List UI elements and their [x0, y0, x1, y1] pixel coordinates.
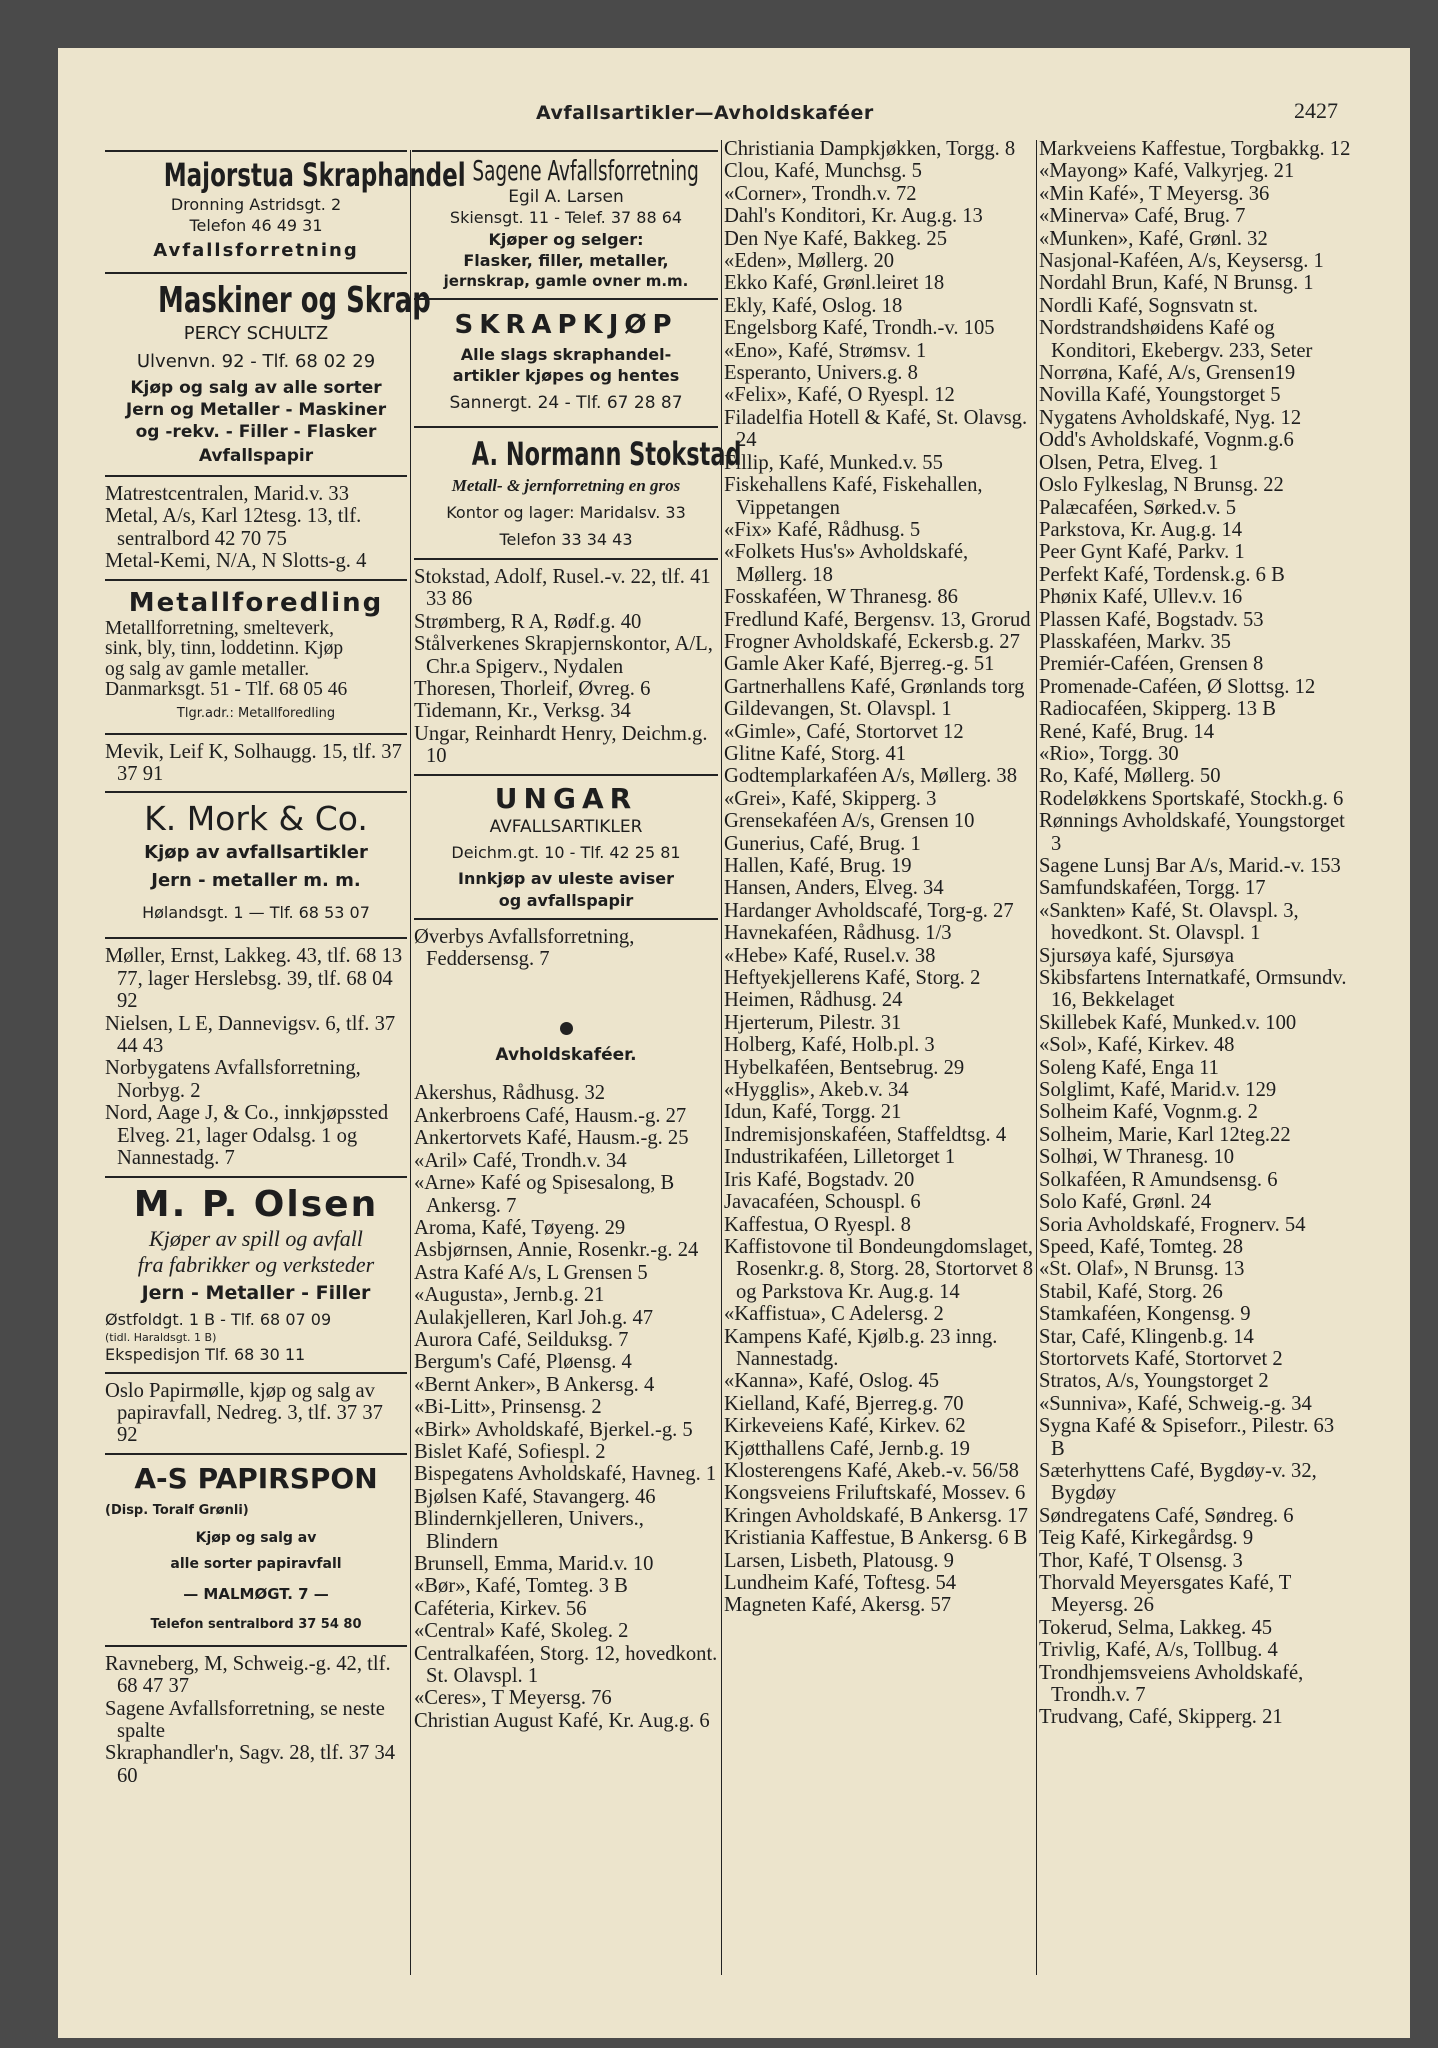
listing-entry: Solo Kafé, Grønl. 24: [1039, 1191, 1212, 1214]
listing-entry: «Ceres», T Meyersg. 76: [414, 1687, 612, 1710]
listing-entry: «Bi-Litt», Prinsensg. 2: [414, 1396, 602, 1419]
ad-name: A. Normann Stokstad: [471, 435, 742, 473]
listing-entry: Kringen Avholdskafé, B Ankersg. 17: [724, 1504, 1028, 1527]
ad-m-p-olsen: [105, 1184, 407, 1366]
listing-entry: Aurora Café, Seilduksg. 7: [414, 1328, 629, 1351]
section-heading: Avholdskaféer.: [495, 1045, 637, 1066]
listing-entry: Norrøna, Kafé, A/s, Grensen19: [1039, 362, 1296, 385]
listing-entry: Fosskaféen, W Thranesg. 86: [724, 586, 958, 609]
separator: [105, 1645, 407, 1647]
listing-entry: Holberg, Kafé, Holb.pl. 3: [724, 1034, 935, 1057]
ad-line: Jern - Metaller - Filler: [141, 1281, 371, 1304]
listing-entry: Hansen, Anders, Elveg. 34: [724, 877, 944, 900]
listing-entry: «Hygglis», Akeb.v. 34: [724, 1079, 909, 1102]
listing-entry: Gildevangen, St. Olavspl. 1: [724, 698, 952, 721]
listing-entry: «Grei», Kafé, Skipperg. 3: [724, 787, 937, 810]
listing-entry: Brunsell, Emma, Marid.v. 10: [414, 1553, 654, 1575]
ad-name: Maskiner og Skrap: [158, 280, 431, 321]
ad-line: Kjøp av avfallsartikler: [144, 842, 368, 864]
listing-entry: Kjøtthallens Café, Jernb.g. 19: [724, 1437, 970, 1460]
listing-entry: Skibsfartens Internatkafé, Ormsundv. 16, Bekkelaget: [1039, 967, 1347, 1012]
listing-group: [105, 945, 407, 1169]
ad-name: Sagene Avfallsforretning: [472, 154, 699, 187]
listing-entry: Skillebek Kafé, Munked.v. 100: [1039, 1011, 1297, 1034]
listing-entry: Blindernkjelleren, Univers., Blindern: [414, 1508, 644, 1553]
listing-entry: «Eno», Kafé, Strømsv. 1: [724, 339, 927, 362]
listing-entry: Plasskaféen, Markv. 35: [1039, 630, 1231, 653]
ad-line: artikler kjøpes og hentes: [452, 366, 680, 385]
ad-line: Innkjøp av uleste aviser: [458, 868, 674, 888]
ad-address: Ulvenvn. 92 - Tlf. 68 02 29: [136, 351, 376, 372]
separator: [105, 1453, 407, 1455]
listing-entry: Stratos, A/s, Youngstorget 2: [1039, 1370, 1269, 1393]
listing-entry: Ankertorvets Kafé, Hausm.-g. 25: [414, 1127, 689, 1150]
listing-entry: «Minerva» Café, Brug. 7: [1039, 205, 1246, 228]
listing-entry: Metal, A/s, Karl 12tesg. 13, tlf. sentralbord 42 70 75: [105, 505, 362, 550]
listing-entry: «Sankten» Kafé, St. Olavspl. 3, hovedkont. St. Olavspl. 1: [1039, 899, 1299, 945]
column-2: [414, 152, 742, 1732]
listing-entry: Asbjørnsen, Annie, Rosenkr.-g. 24: [414, 1239, 699, 1262]
ad-line: jernskrap, gamle ovner m.m.: [443, 272, 689, 290]
ad-line: Danmarksgt. 51 - Tlf. 68 05 46: [105, 679, 348, 701]
listing-entry: Gunerius, Café, Brug. 1: [724, 832, 921, 855]
listing-entry: Soleng Kafé, Enga 11: [1039, 1056, 1219, 1079]
listing-entry: «Birk» Avholdskafé, Bjerkel.-g. 5: [414, 1418, 693, 1441]
listing-entry: Strømberg, R A, Rødf.g. 40: [414, 610, 642, 633]
listing-entry: «Bør», Kafé, Tomteg. 3 B: [414, 1575, 628, 1598]
listing-entry: «Arne» Kafé og Spisesalong, B Ankersg. 7: [414, 1172, 675, 1217]
listing-entry: Mevik, Leif K, Solhaugg. 15, tlf. 37 37 91: [105, 740, 402, 786]
ad-line: Kjøp og salg av alle sorter: [130, 378, 382, 398]
listing-entry: Grensekaféen A/s, Grensen 10: [724, 810, 975, 833]
listing-entry: Aulakjelleren, Karl Joh.g. 47: [414, 1306, 654, 1329]
listing-entry: Kaffestua, O Ryespl. 8: [724, 1213, 911, 1236]
ad-majorstua-skraphandel: [105, 152, 466, 266]
listing-entry: Centralkaféen, Storg. 12, hovedkont. St. Olavspl. 1: [414, 1642, 718, 1688]
listing-entry: Hybelkaféen, Bentsebrug. 29: [724, 1056, 965, 1079]
ad-name: Metallforedling: [128, 587, 384, 618]
listing-entry: Nordli Kafé, Sognsvatn st.: [1039, 294, 1259, 317]
listing-entry: Fillip, Kafé, Munked.v. 55: [724, 451, 943, 474]
listing-entry: Kampens Kafé, Kjølb.g. 23 inng. Nannestadg.: [724, 1325, 998, 1370]
ad-line: Telefon sentralbord 37 54 80: [150, 1616, 362, 1632]
listing-entry: Akershus, Rådhusg. 32: [414, 1082, 606, 1105]
listing-entry: Bjølsen Kafé, Stavangerg. 46: [414, 1485, 656, 1508]
listing-entry: «St. Olaf», N Brunsg. 13: [1039, 1258, 1245, 1281]
listing-entry: «Aril» Café, Trondh.v. 34: [414, 1149, 627, 1172]
separator: [105, 733, 407, 735]
listing-entry: Clou, Kafé, Munchsg. 5: [724, 160, 922, 183]
listing-group: [414, 566, 718, 768]
listing-entry: Nygatens Avholdskafé, Nyg. 12: [1039, 406, 1302, 429]
listing-entry: Stamkaféen, Kongensg. 9: [1039, 1303, 1251, 1326]
listing-entry: «Sunniva», Kafé, Schweig.-g. 34: [1039, 1392, 1312, 1415]
ad-line: alle sorter papiravfall: [170, 1555, 342, 1572]
listing-entry: Markveiens Kaffestue, Torgbakkg. 12: [1039, 138, 1351, 160]
column-1: [105, 152, 466, 1787]
listing-entry: Klosterengens Kafé, Akeb.-v. 56/58: [724, 1459, 1019, 1482]
ad-line: Kontor og lager: Maridalsv. 33: [446, 503, 686, 522]
listing-entry: Metal-Kemi, N/A, N Slotts-g. 4: [105, 550, 367, 573]
ad-line: Tlgr.adr.: Metallforedling: [176, 705, 336, 721]
listing-group: [414, 1082, 718, 1732]
ad-line: Kjøper av spill og avfall: [149, 1225, 363, 1251]
column-3: [724, 138, 1034, 1617]
listing-entry: Oslo Papirmølle, kjøp og salg av papiravfall, Nedreg. 3, tlf. 37 37 92: [105, 1379, 383, 1447]
ad-name: A-S PAPIRSPON: [134, 1461, 378, 1495]
listing-entry: Heimen, Rådhusg. 24: [724, 989, 903, 1012]
separator: [105, 475, 407, 477]
ad-ungar: [414, 782, 718, 912]
ad-line: Ekspedisjon Tlf. 68 30 11: [105, 1344, 306, 1364]
listing-entry: Teig Kafé, Kirkegårdsg. 9: [1039, 1527, 1254, 1550]
listing-entry: Ro, Kafé, Møllerg. 50: [1039, 765, 1221, 788]
listing-entry: Nordstrandshøidens Kafé og Konditori, Ekebergv. 233, Seter: [1039, 317, 1313, 362]
listing-entry: «Min Kafé», T Meyersg. 36: [1039, 182, 1270, 205]
ad-maskiner-og-skrap: [105, 280, 431, 469]
listing-entry: Trudvang, Café, Skipperg. 21: [1039, 1706, 1283, 1729]
listing-entry: «Rio», Torgg. 30: [1039, 742, 1179, 765]
listing-entry: Nielsen, L E, Dannevigsv. 6, tlf. 37 44 43: [105, 1012, 396, 1058]
listing-entry: Esperanto, Univers.g. 8: [724, 362, 918, 385]
ad-line: Avfallspapir: [198, 446, 314, 466]
listing-entry: Kristiania Kaffestue, B Ankersg. 6 B: [724, 1527, 1028, 1550]
listing-entry: Kirkeveiens Kafé, Kirkev. 62: [724, 1415, 966, 1438]
listing-entry: «Eden», Møllerg. 20: [724, 250, 895, 273]
separator: [414, 426, 718, 428]
listing-entry: Idun, Kafé, Torgg. 21: [724, 1101, 902, 1124]
listing-entry: Solkaféen, R Amundsensg. 6: [1039, 1168, 1278, 1191]
ad-metallforedling: [105, 587, 407, 727]
listing-entry: Filadelfia Hotell & Kafé, St. Olavsg. 24: [724, 406, 1028, 452]
ad-name: Majorstua Skraphandel: [163, 156, 466, 194]
separator: [414, 774, 718, 776]
ad-a-normann-stokstad: [414, 434, 742, 552]
listing-entry: Heftyekjellerens Kafé, Storg. 2: [724, 967, 981, 990]
listing-entry: Rodeløkkens Sportskafé, Stockh.g. 6: [1039, 787, 1344, 810]
listing-entry: Sagene Lunsj Bar A/s, Marid.-v. 153: [1039, 855, 1341, 877]
ad-line: Telefon 33 34 43: [499, 530, 633, 549]
listing-entry: «Sol», Kafé, Kirkev. 48: [1039, 1034, 1235, 1057]
listing-entry: «Corner», Trondh.v. 72: [724, 182, 917, 205]
listing-entry: Oslo Fylkeslag, N Brunsg. 22: [1039, 474, 1284, 497]
listing-entry: «Kaffistua», C Adelersg. 2: [724, 1303, 944, 1326]
listing-entry: Odd's Avholdskafé, Vognm.g.6: [1039, 429, 1294, 452]
separator: [105, 791, 407, 793]
listing-entry: Nasjonal-Kaféen, A/s, Keysersg. 1: [1039, 250, 1324, 273]
listing-entry: Javacaféen, Schouspl. 6: [724, 1191, 921, 1214]
section-bullet: [414, 1022, 718, 1040]
listing-entry: Matrestcentralen, Marid.v. 33: [105, 483, 349, 505]
listing-entry: Stabil, Kafé, Storg. 26: [1039, 1280, 1223, 1303]
listing-entry: Star, Café, Klingenb.g. 14: [1039, 1325, 1254, 1348]
column-divider: [410, 150, 411, 1975]
listing-entry: Solheim Kafé, Vognm.g. 2: [1039, 1101, 1258, 1124]
ad-owner: Egil A. Larsen: [508, 187, 624, 207]
column-4: [1039, 138, 1351, 1729]
listing-entry: Rønnings Avholdskafé, Youngstorget 3: [1039, 810, 1345, 855]
listing-entry: Skraphandler'n, Sagv. 28, tlf. 37 34 60: [105, 1742, 396, 1787]
listing-entry: «Kanna», Kafé, Oslog. 45: [724, 1370, 940, 1393]
listing-entry: Trivlig, Kafé, A/s, Tollbug. 4: [1039, 1639, 1278, 1662]
listing-entry: «Folkets Hus's» Avholdskafé, Møllerg. 18: [724, 541, 969, 586]
listing-entry: Thoresen, Thorleif, Øvreg. 6: [414, 678, 651, 701]
listing-entry: Bispegatens Avholdskafé, Havneg. 1: [414, 1463, 717, 1486]
listing-entry: Plassen Kafé, Bogstadv. 53: [1039, 608, 1264, 631]
listing-entry: Caféteria, Kirkev. 56: [414, 1597, 587, 1620]
listing-entry: Møller, Ernst, Lakkeg. 43, tlf. 68 13 77, lager Herslebsg. 39, tlf. 68 04 92: [105, 945, 403, 1013]
listing-entry: René, Kafé, Brug. 14: [1039, 720, 1214, 743]
listing-entry: Olsen, Petra, Elveg. 1: [1039, 451, 1219, 474]
ad-line: og salg av gamle metaller.: [105, 658, 310, 680]
separator: [105, 937, 407, 939]
listing-entry: Novilla Kafé, Youngstorget 5: [1039, 384, 1281, 407]
page-running-title: Avfallsartikler—Avholdskaféer: [536, 102, 874, 124]
listing-entry: Stokstad, Adolf, Rusel.-v. 22, tlf. 41 33 86: [414, 566, 711, 611]
listing-entry: Promenade-Caféen, Ø Slottsg. 12: [1039, 675, 1316, 698]
listing-entry: Bergum's Café, Pløensg. 4: [414, 1351, 632, 1374]
listing-entry: Godtemplarkaféen A/s, Møllerg. 38: [724, 765, 1018, 788]
listing-entry: «Mayong» Kafé, Valkyrjeg. 21: [1039, 160, 1295, 183]
listing-entry: Nord, Aage J, & Co., innkjøpssted Elveg. 21, lager Odalsg. 1 og Nannestadg. 7: [105, 1102, 389, 1170]
listing-entry: Kielland, Kafé, Bjerreg.g. 70: [724, 1392, 964, 1415]
ad-line: Jern - metaller m. m.: [151, 870, 361, 892]
listing-entry: Frogner Avholdskafé, Eckersb.g. 27: [724, 630, 1020, 653]
listing-entry: Magneten Kafé, Akersg. 57: [724, 1594, 952, 1617]
listing-entry: Ravneberg, M, Schweig.-g. 42, tlf. 68 47 37: [105, 1652, 391, 1698]
listing-entry: «Gimle», Café, Stortorvet 12: [724, 720, 964, 743]
ad-line: sink, bly, tinn, loddetinn. Kjøp: [105, 638, 344, 660]
listing-entry: Tokerud, Selma, Lakkeg. 45: [1039, 1616, 1273, 1639]
ad-line: Flasker, filler, metaller,: [463, 251, 669, 270]
separator: [414, 298, 718, 300]
listing-entry: Kongsveiens Friluftskafé, Mossev. 6: [724, 1482, 1026, 1505]
listing-entry: Bislet Kafé, Sofiespl. 2: [414, 1440, 606, 1463]
ad-name: M. P. Olsen: [133, 1183, 379, 1225]
listing-entry: Palæcaféen, Sørked.v. 5: [1039, 496, 1237, 519]
ad-address: Dronning Astridsgt. 2: [170, 195, 342, 214]
separator: [414, 918, 718, 920]
listing-entry: Fredlund Kafé, Bergensv. 13, Grorud: [724, 608, 1031, 631]
listing-entry: Hjerterum, Pilestr. 31: [724, 1011, 902, 1034]
column-divider: [1036, 140, 1037, 1975]
listing-entry: Øverbys Avfallsforretning, Feddersensg. 7: [414, 925, 635, 971]
separator: [105, 1372, 407, 1374]
listing-entry: Hallen, Kafé, Brug. 19: [724, 855, 912, 877]
listing-entry: Gamle Aker Kafé, Bjerreg.-g. 51: [724, 653, 995, 676]
listing-entry: Fiskehallens Kafé, Fiskehallen, Vippetangen: [724, 474, 983, 519]
separator: [105, 1176, 407, 1178]
ad-address: Skiensgt. 11 - Telef. 37 88 64: [449, 208, 683, 227]
ad-skrapkjop: [414, 306, 718, 420]
listing-entry: Thor, Kafé, T Olsensg. 3: [1039, 1549, 1243, 1572]
listing-entry: Glitne Kafé, Storg. 41: [724, 742, 907, 765]
ad-line: og -rekv. - Filler - Flasker: [135, 422, 377, 442]
listing-entry: Tidemann, Kr., Verksg. 34: [414, 700, 631, 723]
listing-entry: Radiocaféen, Skipperg. 13 B: [1039, 698, 1276, 721]
ad-line: Alle slags skraphandel-: [460, 345, 672, 364]
ad-name: SKRAPKJØP: [454, 310, 678, 340]
listing-group: [105, 483, 407, 573]
listing-entry: Sygna Kafé & Spiseforr., Pilestr. 63 B: [1039, 1415, 1335, 1460]
listing-entry: Perfekt Kafé, Tordensk.g. 6 B: [1039, 563, 1285, 586]
ad-name: UNGAR: [494, 781, 638, 815]
listing-entry: Gartnerhallens Kafé, Grønlands torg: [724, 675, 1025, 698]
listing-entry: Christian August Kafé, Kr. Aug.g. 6: [414, 1709, 710, 1732]
ad-name: K. Mork & Co.: [144, 799, 368, 839]
separator: [105, 579, 407, 581]
listing-entry: Solglimt, Kafé, Marid.v. 129: [1039, 1079, 1277, 1102]
listing-entry: Peer Gynt Kafé, Parkv. 1: [1039, 541, 1245, 564]
listing-entry: Den Nye Kafé, Bakkeg. 25: [724, 227, 948, 250]
listing-entry: «Fix» Kafé, Rådhusg. 5: [724, 518, 921, 541]
ad-line: AVFALLSARTIKLER: [489, 816, 643, 837]
listing-entry: Aroma, Kafé, Tøyeng. 29: [414, 1216, 626, 1239]
listing-entry: Dahl's Konditori, Kr. Aug.g. 13: [724, 205, 983, 228]
ad-line: fra fabrikker og verksteder: [137, 1251, 375, 1277]
listing-entry: Ankerbroens Café, Hausm.-g. 27: [414, 1104, 687, 1127]
listing-entry: Speed, Kafé, Tomteg. 28: [1039, 1235, 1244, 1258]
listing-entry: Larsen, Lisbeth, Platousg. 9: [724, 1549, 954, 1572]
listing-entry: Ungar, Reinhardt Henry, Deichm.g. 10: [414, 722, 708, 768]
listing-entry: Sjursøya kafé, Sjursøya: [1039, 944, 1235, 967]
ad-line: Kjøp og salg av: [195, 1529, 317, 1546]
ad-a-s-papirspon: [105, 1461, 407, 1639]
listing-entry: Christiania Dampkjøkken, Torgg. 8: [724, 138, 1016, 160]
ad-phone: Telefon 46 49 31: [189, 216, 323, 235]
listing-entry: Solheim, Marie, Karl 12teg.22: [1039, 1123, 1291, 1146]
ad-line: Metall- & jernforretning en gros: [451, 476, 681, 495]
ad-line: Østfoldgt. 1 B - Tlf. 68 07 09: [105, 1309, 332, 1329]
listing-entry: Stålverkenes Skrapjernskontor, A/L, Chr.a Spigerv., Nydalen: [414, 633, 713, 678]
separator: [105, 272, 407, 274]
listing-entry: Norbygatens Avfallsforretning, Norbyg. 2: [105, 1057, 361, 1102]
ad-tagline: Avfallsforretning: [153, 240, 359, 261]
listing-entry: Nordahl Brun, Kafé, N Brunsg. 1: [1039, 272, 1314, 295]
listing-entry: Hardanger Avholdscafé, Torg-g. 27: [724, 899, 1014, 922]
ad-line: (Disp. Toralf Grønli): [105, 1502, 249, 1518]
listing-entry: Ekko Kafé, Grønl.leiret 18: [724, 272, 945, 295]
listing-entry: Ekly, Kafé, Oslog. 18: [724, 294, 903, 317]
listing-group: [105, 1653, 407, 1787]
listing-entry: Thorvald Meyersgates Kafé, T Meyersg. 26: [1039, 1572, 1292, 1617]
listing-entry: Indremisjonskaféen, Staffeldtsg. 4: [724, 1123, 1007, 1146]
listing-entry: Kaffistovone til Bondeungdomslaget, Rosenkr.g. 8, Storg. 28, Stortorvet 8 og Parkstova Kr. Aug.g. 14: [724, 1235, 1034, 1303]
ad-line: Hølandsgt. 1 — Tlf. 68 53 07: [142, 903, 370, 923]
listing-entry: «Central» Kafé, Skoleg. 2: [414, 1620, 629, 1643]
listing-entry: Trondhjemsveiens Avholdskafé, Trondh.v. 7: [1039, 1661, 1304, 1707]
listing-entry: «Augusta», Jernb.g. 21: [414, 1284, 605, 1307]
listing-entry: Havnekaféen, Rådhusg. 1/3: [724, 922, 952, 945]
listing-entry: Sagene Avfallsforretning, se neste spalte: [105, 1697, 385, 1742]
listing-entry: Parkstova, Kr. Aug.g. 14: [1039, 518, 1243, 541]
ad-line: Jern og Metaller - Maskiner: [125, 400, 387, 420]
ad-k-mork: [105, 799, 407, 931]
listing-entry: Astra Kafé A/s, L Grensen 5: [414, 1261, 648, 1284]
ad-line: Deichm.gt. 10 - Tlf. 42 25 81: [451, 842, 681, 862]
ad-line: Kjøper og selger:: [488, 230, 644, 249]
separator: [414, 558, 718, 560]
ad-line: og avfallspapir: [498, 890, 634, 910]
listing-entry: «Felix», Kafé, O Ryespl. 12: [724, 384, 955, 407]
listing-entry: «Bernt Anker», B Ankersg. 4: [414, 1373, 655, 1396]
ad-line: — MALMØGT. 7 —: [183, 1584, 329, 1603]
listing-entry: Sæterhyttens Café, Bygdøy-v. 32, Bygdøy: [1039, 1459, 1317, 1505]
ad-sagene-avfallsforretning: [414, 152, 718, 292]
listing-entry: Engelsborg Kafé, Trondh.-v. 105: [724, 317, 995, 340]
listing-entry: Industrikaféen, Lilletorget 1: [724, 1146, 956, 1169]
listing-entry: Samfundskaféen, Torgg. 17: [1039, 877, 1266, 900]
ad-line: Metallforretning, smelteverk,: [105, 617, 335, 639]
ad-line: Sannergt. 24 - Tlf. 67 28 87: [449, 393, 683, 413]
listing-entry: Lundheim Kafé, Toftesg. 54: [724, 1572, 957, 1594]
listing-entry: Søndregatens Café, Søndreg. 6: [1039, 1504, 1294, 1527]
ad-owner: PERCY SCHULTZ: [183, 323, 329, 344]
listing-entry: Phønix Kafé, Ullev.v. 16: [1039, 586, 1243, 609]
listing-entry: Stortorvets Kafé, Stortorvet 2: [1039, 1347, 1283, 1370]
listing-entry: Solhøi, W Thranesg. 10: [1039, 1146, 1235, 1169]
column-divider: [721, 140, 722, 1975]
listing-entry: «Munken», Kafé, Grønl. 32: [1039, 227, 1268, 250]
listing-entry: «Hebe» Kafé, Rusel.v. 38: [724, 944, 936, 967]
listing-entry: Soria Avholdskafé, Frognerv. 54: [1039, 1213, 1306, 1236]
page-number: 2427: [1294, 98, 1338, 123]
listing-entry: Iris Kafé, Bogstadv. 20: [724, 1168, 915, 1191]
listing-entry: Premiér-Caféen, Grensen 8: [1039, 653, 1264, 676]
ad-line: (tidl. Haraldsgt. 1 B): [105, 1330, 217, 1344]
